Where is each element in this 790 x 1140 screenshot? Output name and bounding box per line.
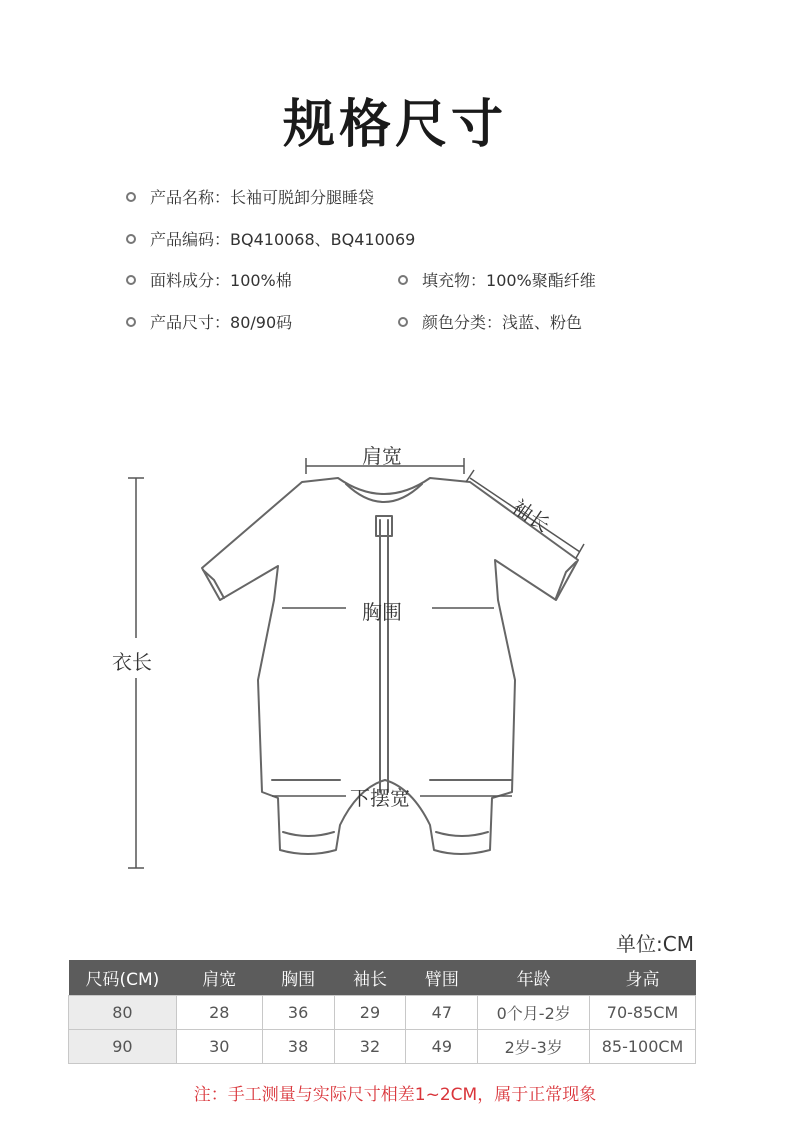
- table-cell: 85-100CM: [590, 1029, 696, 1063]
- unit-label: 单位:CM: [616, 932, 694, 956]
- spec-label: 产品名称：: [150, 188, 231, 207]
- table-header: 年龄: [478, 960, 590, 995]
- chest-label: 胸围: [362, 600, 402, 624]
- table-cell: 90: [69, 1029, 177, 1063]
- bullet-icon: [398, 317, 408, 327]
- spec-label: 填充物：: [422, 271, 487, 290]
- size-table: [68, 960, 696, 1064]
- table-cell: 30: [176, 1029, 262, 1063]
- measurement-note: 注：手工测量与实际尺寸相差1~2CM，属于正常现象: [193, 1085, 597, 1105]
- table-cell: 36: [262, 995, 334, 1029]
- spec-value: 浅蓝、粉色: [502, 313, 583, 332]
- bullet-icon: [126, 234, 136, 244]
- table-cell: 28: [176, 995, 262, 1029]
- table-row: [69, 1029, 696, 1063]
- table-cell: 47: [406, 995, 478, 1029]
- spec-item-color: [398, 310, 582, 333]
- spec-label: 颜色分类：: [422, 313, 503, 332]
- length-label: 衣长: [112, 650, 152, 674]
- table-row: [69, 995, 696, 1029]
- sleeve-label: 袖长: [507, 494, 555, 537]
- spec-value: 100%棉: [230, 271, 292, 290]
- spec-value: 长袖可脱卸分腿睡袋: [230, 188, 375, 207]
- page-title: 规格尺寸: [282, 95, 507, 155]
- table-cell: 0个月-2岁: [478, 995, 590, 1029]
- table-header: 肩宽: [176, 960, 262, 995]
- spec-value: 80/90码: [230, 313, 293, 332]
- table-cell: 2岁-3岁: [478, 1029, 590, 1063]
- table-header: 臂围: [406, 960, 478, 995]
- spec-item-name: [126, 185, 374, 208]
- spec-label: 产品编码：: [150, 230, 231, 249]
- bullet-icon: [398, 275, 408, 285]
- spec-item-filling: [398, 268, 596, 291]
- shoulder-label: 肩宽: [362, 444, 402, 468]
- table-header: 袖长: [334, 960, 406, 995]
- table-header: 身高: [590, 960, 696, 995]
- size-diagram: [0, 420, 790, 890]
- bullet-icon: [126, 275, 136, 285]
- table-cell: 49: [406, 1029, 478, 1063]
- table-cell: 38: [262, 1029, 334, 1063]
- table-cell: 32: [334, 1029, 406, 1063]
- spec-value: BQ410068、BQ410069: [230, 230, 416, 249]
- bullet-icon: [126, 192, 136, 202]
- hem-label: 下摆宽: [350, 786, 410, 810]
- spec-item-size: [126, 310, 292, 333]
- table-cell: 80: [69, 995, 177, 1029]
- spec-item-code: [126, 227, 415, 250]
- spec-label: 产品尺寸：: [150, 313, 231, 332]
- table-header-row: [69, 960, 696, 995]
- table-cell: 29: [334, 995, 406, 1029]
- spec-item-fabric: [126, 268, 292, 291]
- bullet-icon: [126, 317, 136, 327]
- spec-value: 100%聚酯纤维: [486, 271, 596, 290]
- table-header: 尺码(CM): [69, 960, 177, 995]
- table-cell: 70-85CM: [590, 995, 696, 1029]
- spec-label: 面料成分：: [150, 271, 231, 290]
- table-header: 胸围: [262, 960, 334, 995]
